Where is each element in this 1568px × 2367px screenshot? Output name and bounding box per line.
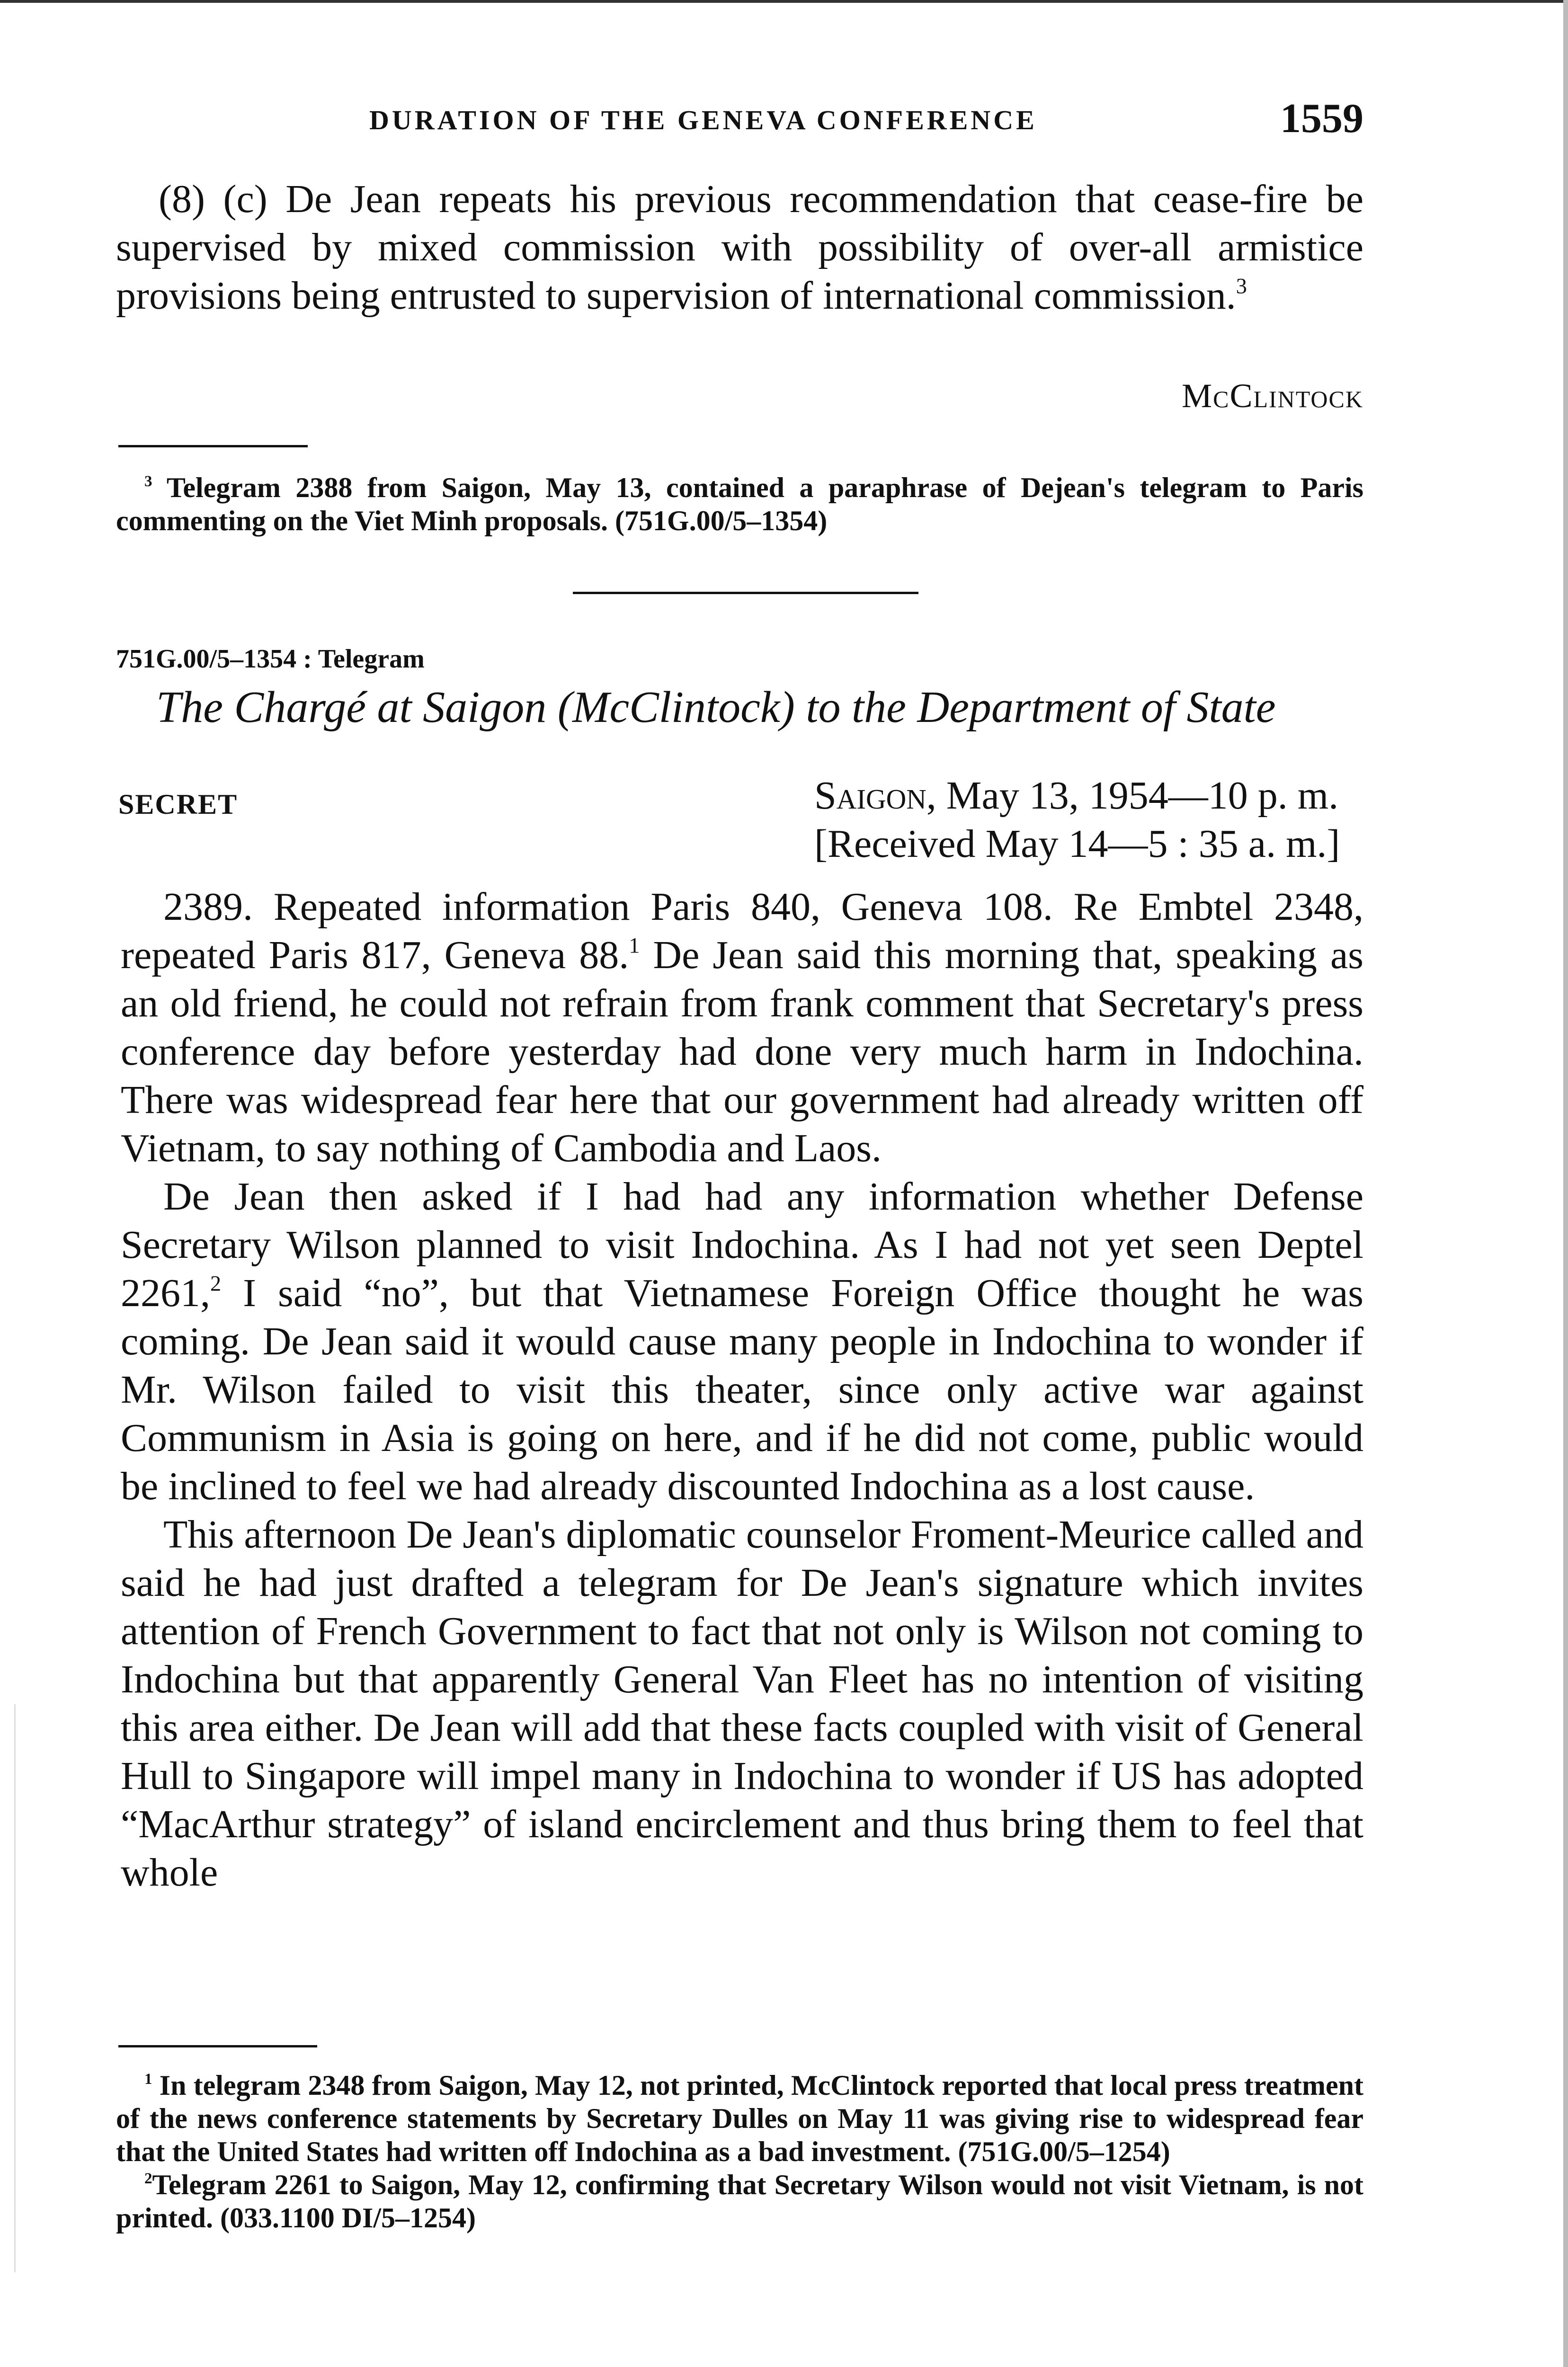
footnote-ref-2: 2 — [210, 1271, 222, 1296]
classification-label: SECRET — [118, 789, 238, 820]
footnote-ref-3: 3 — [1236, 274, 1247, 298]
footnote-rule — [118, 445, 308, 447]
footnote-marker: 1 — [144, 2070, 152, 2088]
document-separator — [573, 592, 918, 594]
paragraph-2: De Jean then asked if I had had any information whether Defense Secretary Wilson planned to visit Indochina. As I had not yet seen Deptel 2261,$^2$ I said “no”, but that Vietnamese Foreign Office thought he was coming. De Jean said it would cause many people in Indochina to wonder if Mr. Wilson failed to visit this theater, since only active war against Communism in Asia is going on here, and if he did not come, public would be inclined to feel we had already discounted Indochina as a lost cause. — [121, 1175, 1363, 1508]
paragraph-1: 2389. Repeated information Paris 840, Geneva 108. Re Embtel 2348, repeated Paris 817, Geneva 88.$^1$ De Jean said this morning that, speaking as an old friend, he could not refrain from frank comment that Secretary's press conference day before yesterday had done very much harm in Indochina. There was widespread fear here that our government had already written off Vietnam, to say nothing of Cambodia and Laos. — [121, 885, 1363, 1170]
footnote-2: $^2$Telegram 2261 to Saigon, May 12, confirming that Secretary Wilson would not visit Vietnam, is not printed. (033.1100 DI/5–1254) — [116, 2169, 1363, 2234]
paragraph-8c: (8) (c) De Jean repeats his previous recommendation that cease-fire be supervised by mixed commission with possibility of over-all armistice provisions being entrusted to supervision of international commission.$^3$ — [116, 177, 1363, 318]
page-number: 1559 — [1280, 96, 1363, 142]
running-header — [118, 95, 1363, 151]
continued-text — [116, 175, 1363, 320]
running-title: DURATION OF THE GENEVA CONFERENCE — [369, 105, 1037, 135]
document-title: The Chargé at Saigon (McClintock) to the Department of State — [156, 683, 1276, 732]
footnote-ref-1: 1 — [629, 933, 640, 958]
bottom-footnotes — [116, 2069, 1363, 2234]
footnote-rule — [118, 2045, 317, 2047]
footnote-3: $^3$ Telegram 2388 from Saigon, May 13, contained a paraphrase of Dejean's telegram to Paris commenting on the Viet Minh proposals. (751G.00/5–1354) — [116, 472, 1364, 536]
footnote-marker: 3 — [144, 472, 152, 490]
scan-edge-left — [14, 1704, 16, 2272]
signature: McClintock — [1182, 377, 1363, 415]
paragraph-3: This afternoon De Jean's diplomatic counselor Froment-Meurice called and said he had just drafted a telegram for De Jean's signature which invites attention of French Government to fact that not only is Wilson not coming to Indochina but that apparently General Van Fleet has no intention of visiting this area either. De Jean will add that these facts coupled with visit of General Hull to Singapore will impel many in Indochina to wonder if US has adopted “MacArthur strategy” of island encirclement and thus bring them to feel that whole — [121, 1513, 1363, 1895]
scan-edge-right — [1563, 0, 1568, 2367]
dateline-date: , May 13, 1954—10 p. m. — [926, 774, 1339, 818]
dateline — [814, 772, 1340, 868]
received-line: [Received May 14—5 : 35 a. m.] — [814, 822, 1340, 866]
file-reference: 751G.00/5–1354 : Telegram — [116, 644, 425, 674]
telegram-body — [121, 883, 1363, 1897]
dateline-place: Saigon — [814, 774, 927, 818]
footnote-marker: 2 — [144, 2170, 152, 2187]
footnote-1: $^1$ In telegram 2348 from Saigon, May 12, not printed, McClintock reported that local press treatment of the news conference statements by Secretary Dulles on May 11 was giving rise to widespread fear that the United States had written off Indochina as a bad investment. (751G.00/5–1254) — [116, 2070, 1363, 2167]
scan-edge-top — [0, 0, 1568, 3]
